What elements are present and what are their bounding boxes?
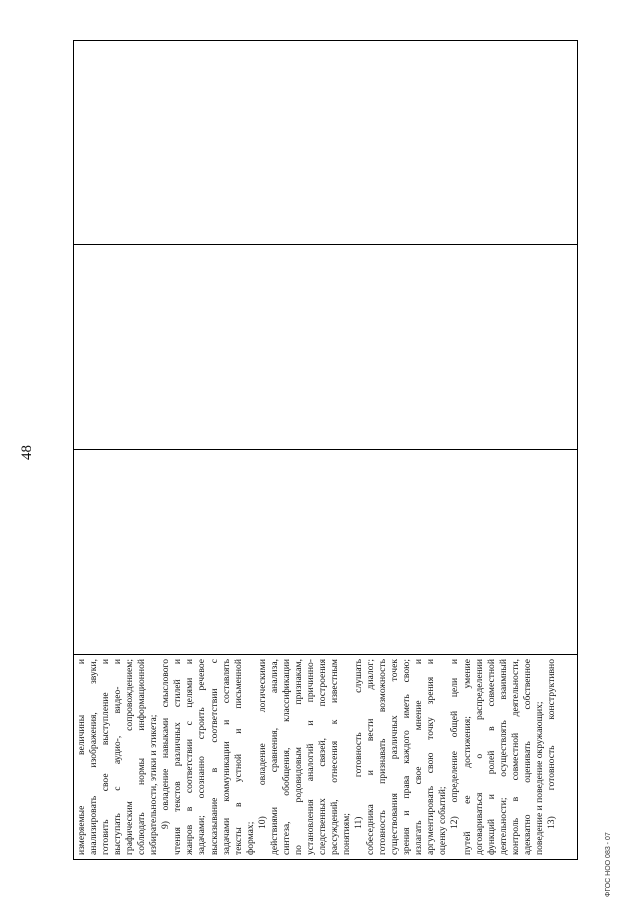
rotated-landscape-page xyxy=(19,40,612,897)
text-line: установления аналогий и причинно- xyxy=(304,659,316,855)
text-line: следственных связей, построения xyxy=(316,659,328,855)
text-line: выступать с аудио-, видео- и xyxy=(112,659,124,855)
document-table xyxy=(73,40,578,860)
text-line: поведение и поведение окружающих; xyxy=(533,701,545,855)
text-line: излагать свое мнение и xyxy=(413,659,425,855)
text-line: готовность признавать возможность xyxy=(377,659,389,855)
text-line: жанров в соответствии с целями и xyxy=(184,659,196,855)
footer-code: ФГОС НОО 083 - 07 xyxy=(605,832,612,897)
text-line: 10) овладение логическими xyxy=(256,659,268,829)
text-line: существования различных точек xyxy=(389,659,401,855)
text-line: функций и ролей в совместной xyxy=(485,659,497,855)
text-line: оценку событий; xyxy=(437,786,449,855)
text-line: формах; xyxy=(244,821,256,855)
text-line: высказывание в соответствии с xyxy=(208,659,220,855)
text-column xyxy=(74,654,577,859)
text-line: задачами коммуникации и составлять xyxy=(220,659,232,855)
text-line: избирательности, этики и этикета; xyxy=(148,714,160,855)
text-line: тексты в устной и письменной xyxy=(232,659,244,855)
empty-column-2 xyxy=(74,449,577,654)
text-line: задачами; осознанно строить речевое xyxy=(196,659,208,855)
text-line: 12) определение общей цели и xyxy=(449,659,461,829)
empty-column-4 xyxy=(74,41,577,244)
text-line: 13) готовность конструктивно xyxy=(545,659,557,829)
text-line: аргументировать свою точку зрения и xyxy=(425,659,437,855)
text-line: собеседника и вести диалог; xyxy=(365,659,377,855)
text-line: зрения и права каждого иметь свою; xyxy=(401,659,413,855)
text-line: готовить свое выступление и xyxy=(100,659,112,855)
text-line: соблюдать нормы информационной xyxy=(136,659,148,855)
text-line: анализировать изображения, звуки, xyxy=(88,659,100,855)
text-line: адекватно оценивать собственное xyxy=(521,659,533,855)
text-line: измеряемые величины и xyxy=(76,659,87,855)
text-line: 9) овладение навыками смыслового xyxy=(160,659,172,829)
text-line: деятельности; осуществлять взаимный xyxy=(497,659,509,855)
text-line: графическим сопровождением; xyxy=(124,659,136,855)
text-line: рассуждений, отнесения к известным xyxy=(328,659,340,855)
page-number: 48 xyxy=(19,445,35,460)
empty-column-3 xyxy=(74,244,577,449)
text-line: по родовидовым признакам, xyxy=(292,659,304,855)
text-line: договариваться о распределении xyxy=(473,659,485,855)
text-line: чтения текстов различных стилей и xyxy=(172,659,184,855)
text-line: синтеза, обобщения, классификации xyxy=(280,659,292,855)
text-line: действиями сравнения, анализа, xyxy=(268,659,280,855)
text-line: 11) готовность слушать xyxy=(353,659,365,829)
text-line: путей ее достижения; умение xyxy=(461,659,473,855)
text-line: контроль в совместной деятельности, xyxy=(509,659,521,855)
text-line: понятиям; xyxy=(341,813,353,855)
